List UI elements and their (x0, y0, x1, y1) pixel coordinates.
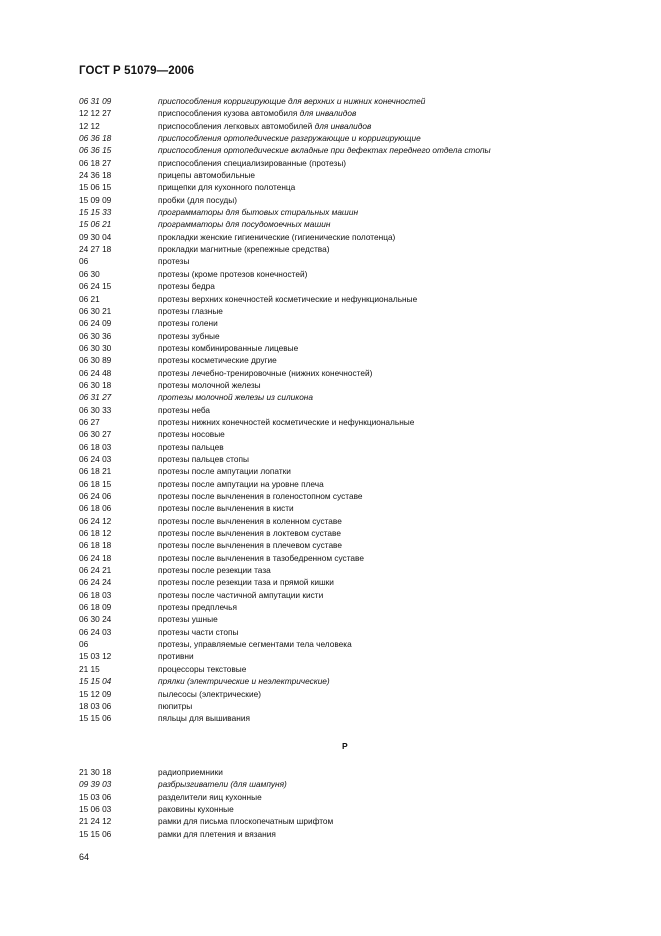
entry-code: 15 15 04 (79, 676, 112, 687)
entry-code: 06 24 15 (79, 281, 112, 292)
index-entry (79, 778, 599, 790)
index-entry (79, 391, 599, 403)
entry-code: 06 24 09 (79, 318, 112, 329)
entry-text (158, 305, 599, 317)
entry-label: протезы зубные (158, 330, 220, 341)
index-entry (79, 828, 599, 840)
entry-label: протезы молочной железы (158, 379, 261, 390)
entry-label: протезы после резекции таза (158, 565, 271, 576)
index-entry (79, 194, 599, 206)
entry-text (158, 218, 599, 230)
entry-code: 06 18 06 (79, 503, 112, 514)
entry-label: рамки для плетения и вязания (158, 828, 276, 839)
entry-code: 15 03 12 (79, 651, 112, 662)
entry-label: протезы после частичной ампутации кисти (158, 589, 324, 600)
entry-code: 15 06 21 (79, 219, 112, 230)
index-entry (79, 490, 599, 502)
entry-code: 15 06 03 (79, 804, 112, 815)
entry-code: 06 18 18 (79, 540, 112, 551)
index-entry (79, 218, 599, 230)
page-number: 64 (79, 852, 90, 862)
entry-code: 06 (79, 256, 89, 267)
entry-text (158, 367, 599, 379)
entry-code: 15 12 09 (79, 688, 112, 699)
entry-text (158, 194, 599, 206)
entry-text (158, 453, 599, 465)
entry-label: протезы после резекции таза и прямой кишки (158, 577, 334, 588)
entry-text (158, 169, 599, 181)
entry-label: пяльцы для вышивания (158, 713, 250, 724)
entry-code: 06 36 18 (79, 133, 112, 144)
entry-text (158, 243, 599, 255)
index-entry (79, 700, 599, 712)
entry-label: пюпитры (158, 700, 193, 711)
index-entry (79, 650, 599, 662)
entry-text (158, 589, 599, 601)
index-entry (79, 688, 599, 700)
entry-label: радиоприемники (158, 767, 223, 777)
entry-text (158, 552, 599, 564)
entry-code: 15 15 06 (79, 828, 112, 839)
entry-label: прялки (электрические и неэлектрические) (158, 676, 330, 687)
entry-code: 12 12 27 (79, 108, 112, 119)
entry-label: разбрызгиватели (для шампуня) (158, 779, 287, 790)
index-entry (79, 712, 599, 724)
entry-text (158, 502, 599, 514)
entry-text (158, 576, 599, 588)
entry-label: протезы после вычленения в локтевом суставе (158, 528, 341, 539)
entry-text (158, 255, 599, 267)
index-entry (79, 552, 599, 564)
entry-code: 06 24 12 (79, 515, 112, 526)
entry-label: пробки (для посуды) (158, 194, 237, 205)
entry-label: приспособления корригирующие для верхних и нижних конечностей (158, 96, 426, 106)
entry-text (158, 144, 599, 156)
entry-label: прокладки магнитные (крепежные средства) (158, 244, 330, 255)
entry-label: приспособления легковых автомобилей (158, 120, 313, 131)
entry-label: прокладки женские гигиенические (гигиенические полотенца) (158, 231, 396, 242)
entry-label: протезы после вычленения в голеностопном суставе (158, 491, 363, 501)
index-entry (79, 539, 599, 551)
entry-text (158, 441, 599, 453)
entry-code: 21 15 (79, 663, 100, 674)
index-entry (79, 95, 599, 107)
entry-text (158, 416, 599, 428)
entry-label: приспособления ортопедические вкладные при дефектах переднего отдела стопы (158, 145, 491, 156)
index-entry (79, 206, 599, 218)
entry-text (158, 601, 599, 613)
index-entry (79, 453, 599, 465)
entry-code: 06 24 06 (79, 491, 112, 501)
entry-label: приспособления кузова автомобиля (158, 108, 298, 119)
index-list (79, 95, 599, 725)
index-entry (79, 675, 599, 687)
entry-code: 06 30 21 (79, 305, 112, 316)
index-entry (79, 428, 599, 440)
entry-label: протезы лечебно-тренировочные (нижних конечностей) (158, 367, 373, 378)
index-entry (79, 515, 599, 527)
entry-label: протезы после ампутации на уровне плеча (158, 478, 324, 489)
entry-code: 06 31 27 (79, 392, 112, 403)
index-entry (79, 626, 599, 638)
entry-text (158, 428, 599, 440)
entry-code: 06 18 12 (79, 528, 112, 539)
entry-text (158, 293, 599, 305)
entry-code: 06 18 03 (79, 589, 112, 600)
entry-code: 18 03 06 (79, 700, 112, 711)
entry-label: прицепы автомобильные (158, 170, 255, 181)
entry-label: протезы голени (158, 318, 218, 329)
entry-label: протезы бедра (158, 281, 215, 292)
entry-label: протезы после вычленения в тазобедренном суставе (158, 552, 364, 563)
entry-code: 06 18 21 (79, 466, 112, 477)
index-entry (79, 527, 599, 539)
entry-text (158, 778, 599, 790)
entry-code: 15 03 06 (79, 791, 112, 802)
index-entry (79, 268, 599, 280)
index-entry (79, 379, 599, 391)
entry-label: прищепки для кухонного полотенца (158, 182, 296, 193)
index-entry (79, 465, 599, 477)
index-list-r (79, 766, 599, 840)
entry-code: 09 30 04 (79, 231, 112, 242)
entry-label: протезы пальцев (158, 441, 224, 452)
index-entry (79, 441, 599, 453)
entry-code: 15 09 09 (79, 194, 112, 205)
entry-label: протезы предплечья (158, 602, 237, 613)
entry-text (158, 157, 599, 169)
entry-label: процессоры текстовые (158, 663, 247, 674)
index-entry (79, 502, 599, 514)
entry-text (158, 515, 599, 527)
entry-text (158, 527, 599, 539)
entry-label: протезы после ампутации лопатки (158, 466, 291, 477)
entry-text (158, 828, 599, 840)
index-entry (79, 803, 599, 815)
entry-text (158, 766, 599, 778)
entry-label: протезы глазные (158, 305, 223, 316)
entry-label: протезы, управляемые сегментами тела человека (158, 639, 352, 650)
entry-code: 06 27 (79, 416, 100, 427)
index-entry (79, 231, 599, 243)
entry-label: протезы после вычленения в коленном суставе (158, 515, 342, 526)
entry-text (158, 95, 599, 107)
entry-code: 06 31 09 (79, 96, 112, 106)
entry-text (158, 354, 599, 366)
entry-text (158, 663, 599, 675)
index-entry (79, 613, 599, 625)
entry-code: 06 24 03 (79, 453, 112, 464)
entry-text (158, 379, 599, 391)
entry-code: 06 30 (79, 268, 100, 279)
index-entry (79, 169, 599, 181)
entry-text (158, 465, 599, 477)
entry-text (158, 803, 599, 815)
entry-code: 06 30 18 (79, 379, 112, 390)
entry-label: протезы косметические другие (158, 355, 277, 366)
entry-label: протезы пальцев стопы (158, 453, 249, 464)
index-entry (79, 564, 599, 576)
index-entry (79, 132, 599, 144)
entry-code: 06 18 15 (79, 478, 112, 489)
entry-text (158, 120, 599, 132)
entry-text (158, 181, 599, 193)
entry-code: 06 21 (79, 293, 100, 304)
index-entry (79, 478, 599, 490)
index-entry (79, 120, 599, 132)
entry-code: 06 24 21 (79, 565, 112, 576)
entry-label: приспособления специализированные (протезы) (158, 157, 347, 168)
entry-text (158, 700, 599, 712)
entry-text (158, 564, 599, 576)
entry-text (158, 268, 599, 280)
entry-code: 15 15 33 (79, 207, 112, 218)
entry-label: протезы комбинированные лицевые (158, 342, 299, 353)
entry-label: протезы части стопы (158, 626, 239, 637)
document-header: ГОСТ Р 51079—2006 (79, 65, 195, 77)
index-entry (79, 404, 599, 416)
entry-code: 21 30 18 (79, 767, 112, 777)
index-entry (79, 255, 599, 267)
section-letter: Р (342, 741, 348, 751)
entry-text (158, 791, 599, 803)
entry-code: 24 27 18 (79, 244, 112, 255)
entry-label: протезы нижних конечностей косметические и нефункциональные (158, 416, 415, 427)
entry-text (158, 206, 599, 218)
entry-text (158, 626, 599, 638)
entry-text (158, 478, 599, 490)
entry-code: 21 24 12 (79, 816, 112, 827)
index-entry (79, 107, 599, 119)
entry-code: 12 12 (79, 120, 100, 131)
entry-text (158, 231, 599, 243)
entry-code: 06 36 15 (79, 145, 112, 156)
index-entry (79, 354, 599, 366)
entry-code: 06 18 09 (79, 602, 112, 613)
index-entry (79, 330, 599, 342)
entry-label: протезы (158, 256, 190, 267)
entry-text (158, 688, 599, 700)
entry-label: программаторы для бытовых стиральных машин (158, 207, 359, 218)
entry-code: 06 30 36 (79, 330, 112, 341)
entry-label: пылесосы (электрические) (158, 688, 261, 699)
index-entry (79, 317, 599, 329)
index-entry (79, 342, 599, 354)
index-entry (79, 157, 599, 169)
index-entry (79, 243, 599, 255)
index-entry (79, 601, 599, 613)
entry-code: 15 15 06 (79, 713, 112, 724)
entry-label: разделители яиц кухонные (158, 791, 262, 802)
index-entry (79, 144, 599, 156)
entry-code: 06 30 30 (79, 342, 112, 353)
entry-code: 06 18 03 (79, 441, 112, 452)
entry-label: противни (158, 651, 194, 662)
entry-code: 06 (79, 639, 89, 650)
entry-code: 09 39 03 (79, 779, 112, 790)
index-entry (79, 576, 599, 588)
entry-code: 06 18 27 (79, 157, 112, 168)
entry-label: протезы верхних конечностей косметические и нефункциональные (158, 293, 418, 304)
entry-text (158, 132, 599, 144)
entry-code: 06 24 24 (79, 577, 112, 588)
entry-label: раковины кухонные (158, 804, 234, 815)
index-entry (79, 367, 599, 379)
index-entry (79, 815, 599, 827)
entry-label: протезы после вычленения в кисти (158, 503, 294, 514)
entry-text (158, 330, 599, 342)
entry-text (158, 638, 599, 650)
index-entry (79, 791, 599, 803)
entry-code: 24 36 18 (79, 170, 112, 181)
entry-label-suffix: для инвалидов (297, 108, 357, 119)
entry-text (158, 342, 599, 354)
index-entry (79, 416, 599, 428)
entry-label: рамки для письма плоскопечатным шрифтом (158, 816, 334, 827)
index-entry (79, 663, 599, 675)
index-entry (79, 181, 599, 193)
index-entry (79, 638, 599, 650)
entry-code: 06 30 27 (79, 429, 112, 440)
entry-text (158, 613, 599, 625)
entry-text (158, 650, 599, 662)
entry-text (158, 815, 599, 827)
index-entry (79, 589, 599, 601)
entry-code: 06 30 89 (79, 355, 112, 366)
entry-text (158, 404, 599, 416)
entry-code: 06 24 48 (79, 367, 112, 378)
entry-label: протезы носовые (158, 429, 225, 440)
index-entry (79, 280, 599, 292)
index-entry (79, 766, 599, 778)
entry-text (158, 675, 599, 687)
entry-label: программаторы для посудомоечных машин (158, 219, 331, 230)
entry-label: приспособления ортопедические разгружающие и корригирующие (158, 133, 421, 144)
index-entry (79, 305, 599, 317)
entry-label: протезы (кроме протезов конечностей) (158, 268, 308, 279)
entry-label: протезы после вычленения в плечевом суставе (158, 540, 342, 551)
entry-text (158, 391, 599, 403)
entry-label: протезы ушные (158, 614, 218, 625)
entry-text (158, 539, 599, 551)
entry-text (158, 712, 599, 724)
entry-text (158, 317, 599, 329)
entry-code: 06 24 18 (79, 552, 112, 563)
entry-text (158, 107, 599, 119)
entry-code: 15 06 15 (79, 182, 112, 193)
entry-label-suffix: для инвалидов (312, 120, 372, 131)
entry-code: 06 30 33 (79, 404, 112, 415)
entry-code: 06 24 03 (79, 626, 112, 637)
entry-label: протезы молочной железы из силикона (158, 392, 313, 403)
entry-text (158, 490, 599, 502)
entry-label: протезы неба (158, 404, 211, 415)
entry-code: 06 30 24 (79, 614, 112, 625)
index-entry (79, 293, 599, 305)
entry-text (158, 280, 599, 292)
